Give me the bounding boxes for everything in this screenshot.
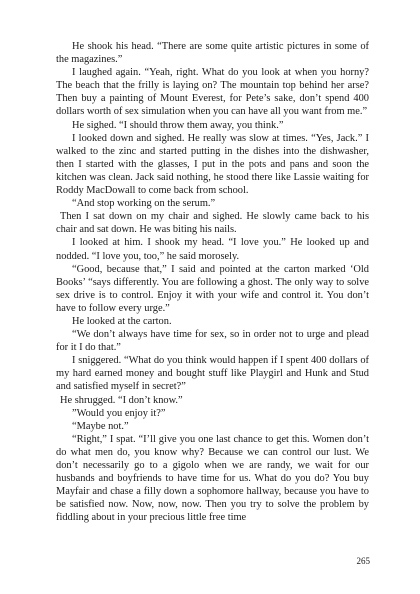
paragraph: I looked down and sighed. He really was slow at times. “Yes, Jack.” I walked to the zinc and started putting in the dishes into the dishwasher, then I started with the glasses, I put in the pots and pans and soon the kitchen was clean. Jack said nothing, he stood there like Lassie waiting for Roddy MacDowall to come back from school.	[56, 132, 369, 197]
paragraph: He shrugged. “I don’t know.”	[60, 394, 183, 406]
page-number: 265	[356, 556, 370, 566]
paragraph: ”Would you enjoy it?”	[72, 407, 166, 419]
paragraph: “Good, because that,” I said and pointed at the carton marked ‘Old Books’ “says differently. You are following a ghost. The only way to solve sex drive is to control. Enjoy it with your wife and control it. You don’t have to follow every urge.”	[56, 263, 369, 314]
paragraph: I laughed again. “Yeah, right. What do you look at when you horny? The beach that the frilly is laying on? The mountain top behind her arse? Then buy a painting of Mount Everest, for Pete’s sake, don’t spend 400 dollars worth of sex simulation when you can have all you want from me.”	[56, 67, 369, 118]
paragraph: I sniggered. “What do you think would happen if I spent 400 dollars of my hard earned money and bought stuff like Playgirl and Hunk and Stud and satisfied myself in secret?”	[56, 355, 369, 393]
paragraph: “We don’t always have time for sex, so in order not to urge and plead for it I do that.”	[56, 329, 369, 354]
paragraph: He looked at the carton.	[72, 315, 172, 327]
paragraph: “And stop working on the serum.”	[72, 198, 216, 210]
body-text	[56, 40, 369, 524]
paragraph: Then I sat down on my chair and sighed. He slowly came back to his chair and sat down. He was biting his nails.	[56, 211, 369, 236]
paragraph: He shook his head. “There are some quite artistic pictures in some of the magazines.”	[56, 41, 369, 66]
paragraph: I looked at him. I shook my head. “I love you.” He looked up and nodded. “I love you, too,” he said morosely.	[56, 237, 369, 262]
paragraph: “Right,” I spat. “I’ll give you one last chance to get this. Women don’t do what men do, you know why? Because we can control our lust. We don’t necessarily go to a gigolo when we are randy, we wait for our husbands and boyfriends to have time for us. What do you do? You buy Mayfair and chase a filly down a sophomore hallway, because you have to be satisfied now. Now, now, now. Then you try to solve the problem by fiddling about in your precious little free time	[56, 433, 369, 524]
paragraph: He sighed. “I should throw them away, you think.”	[72, 119, 284, 131]
paragraph: “Maybe not.”	[72, 420, 129, 432]
